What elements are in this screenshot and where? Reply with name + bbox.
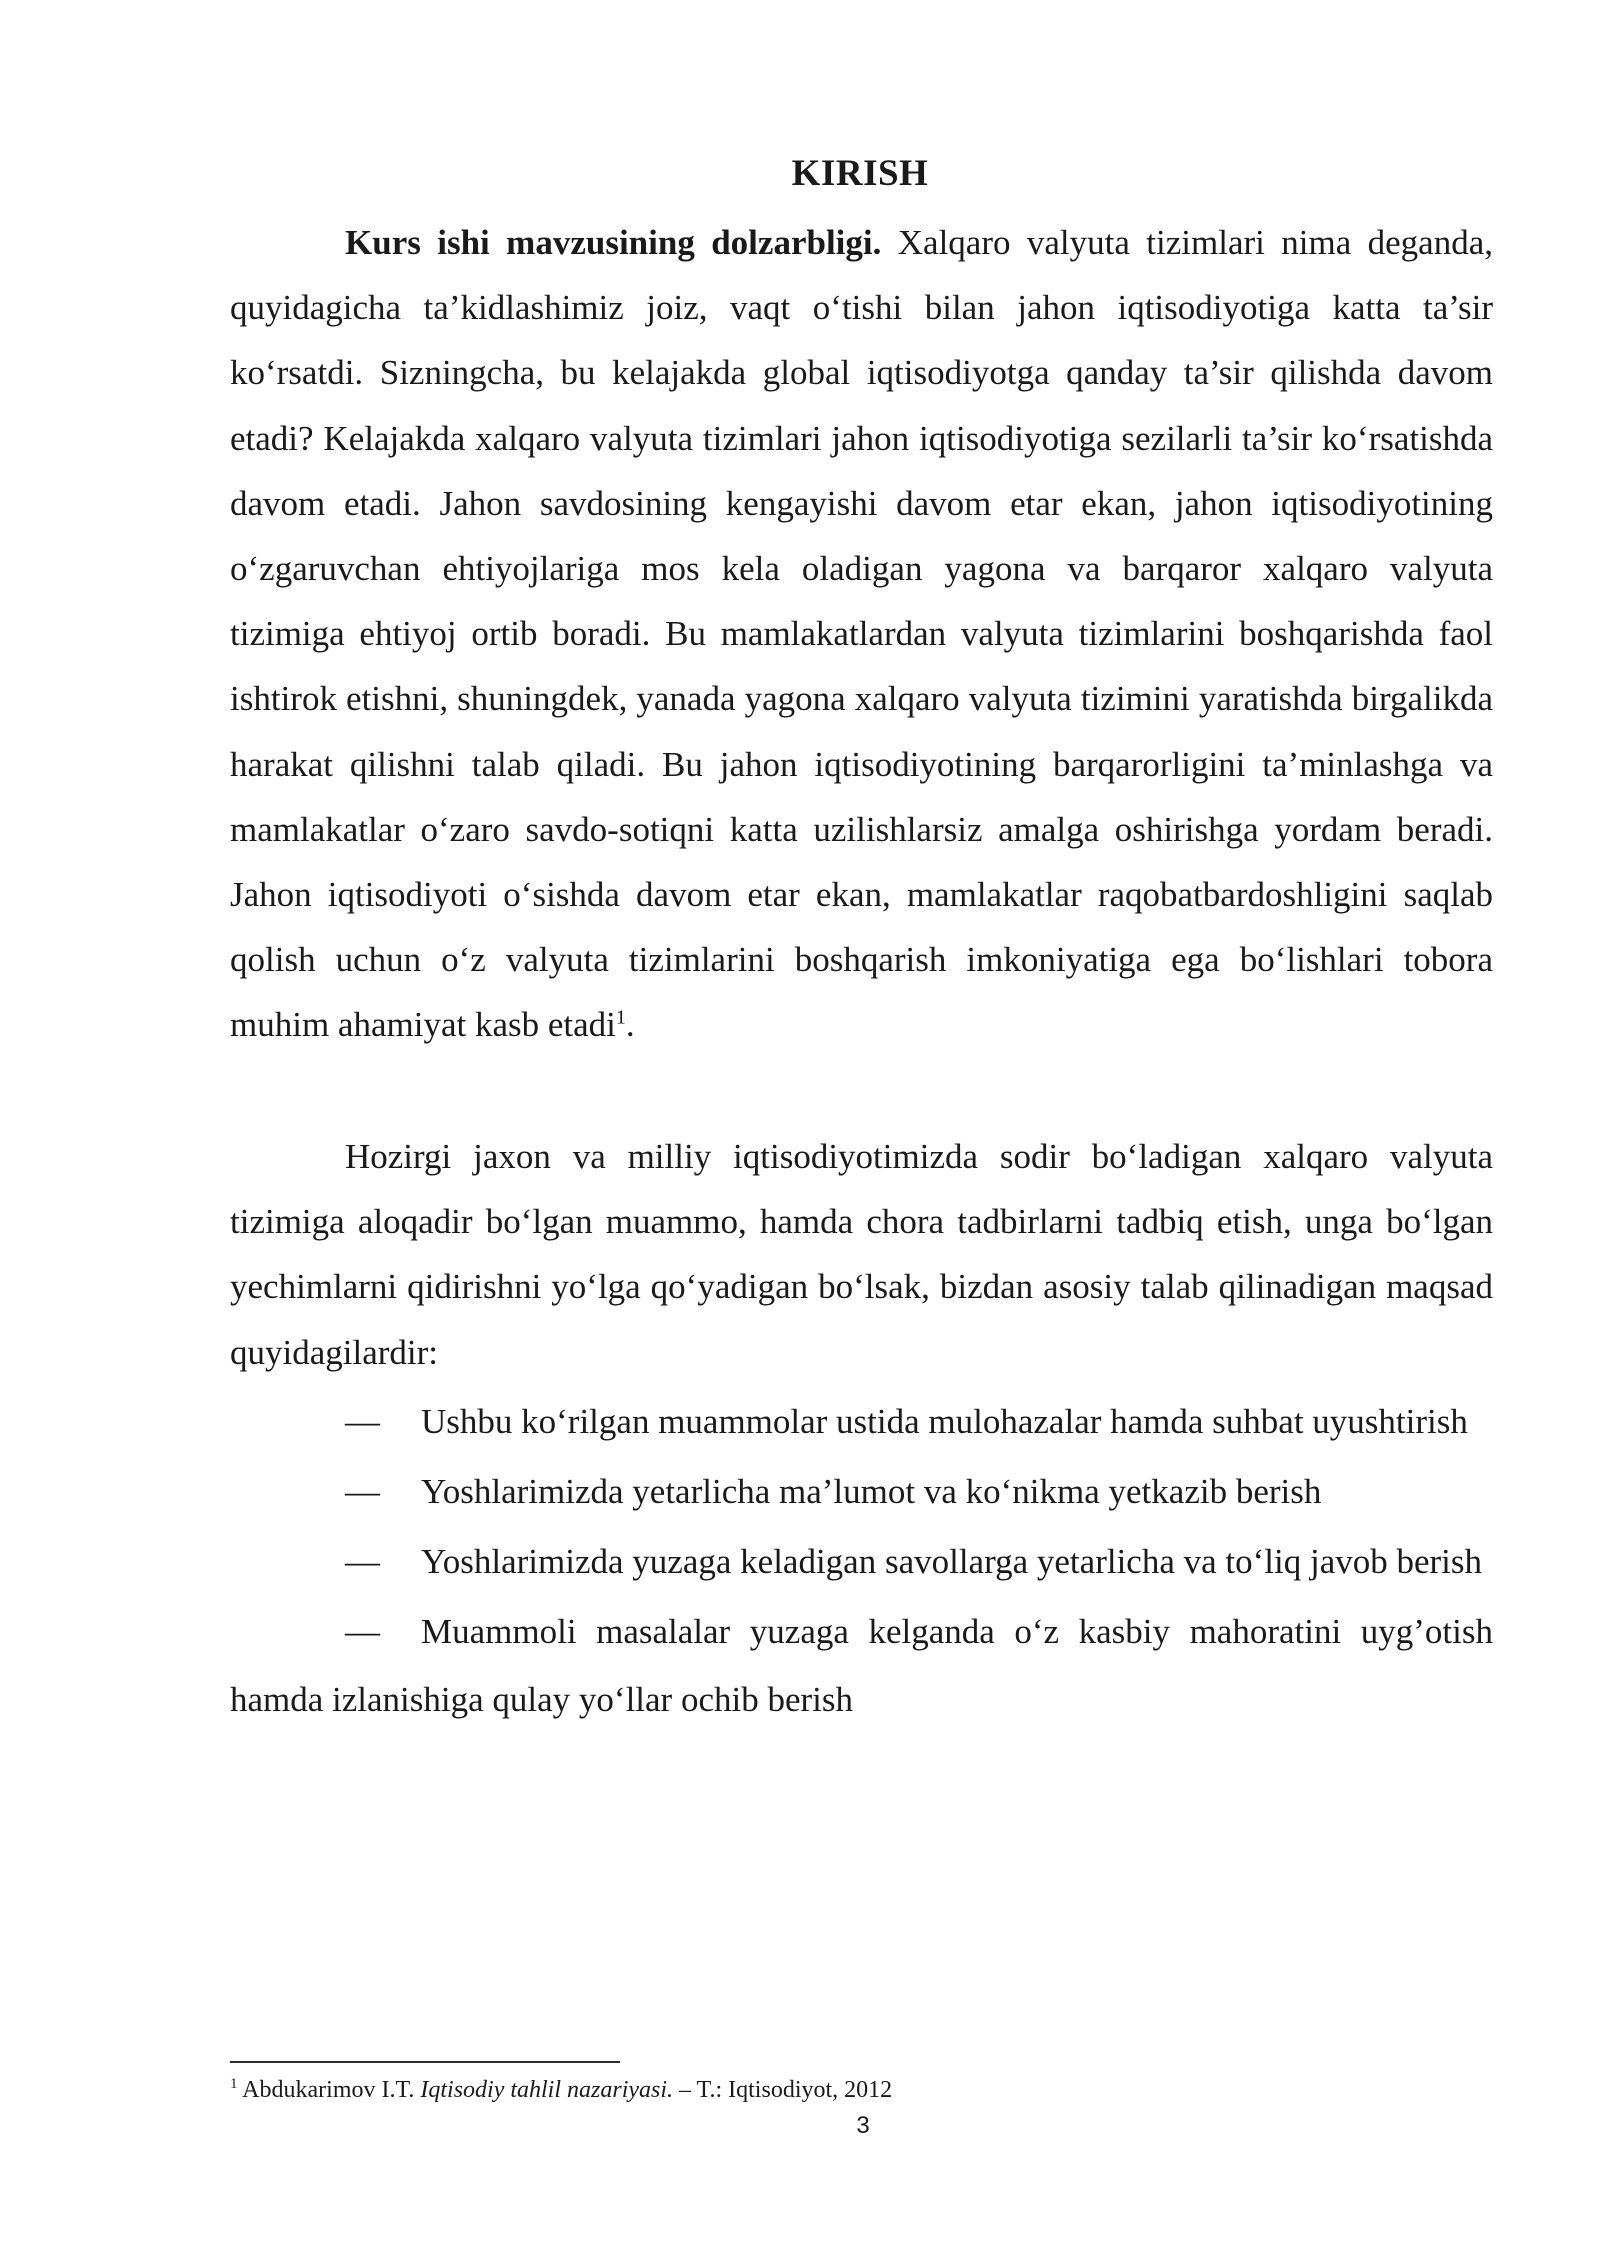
list-item-text: Muammoli masalalar yuzaga kelganda o‘z kasbiy mahoratini uyg’otish hamda izlanishiga qulay yo‘llar ochib berish xyxy=(230,1612,1493,1719)
footnote-reference[interactable]: 1 xyxy=(615,1006,626,1029)
dash-marker: — xyxy=(345,1612,380,1651)
footnote xyxy=(230,2074,1493,2106)
footnote-separator xyxy=(230,2061,620,2063)
intro-lead: Kurs ishi mavzusining dolzarbligi. xyxy=(345,223,882,262)
list-item xyxy=(230,1528,1493,1596)
page-number: 3 xyxy=(856,2112,870,2139)
dash-marker: — xyxy=(345,1402,380,1441)
intro-paragraph xyxy=(230,210,1493,1058)
list-item xyxy=(230,1598,1493,1734)
second-paragraph xyxy=(230,1124,1493,1385)
list-item-text: Ushbu ko‘rilgan muammolar ustida mulohazalar hamda suhbat uyushtirish xyxy=(421,1402,1468,1441)
dash-marker: — xyxy=(345,1542,380,1581)
list-item xyxy=(230,1458,1493,1526)
intro-paragraph-text xyxy=(230,210,1493,1058)
intro-body: Xalqaro valyuta tizimlari nima deganda, quyidagicha ta’kidlashimiz joiz, vaqt o‘tishi bilan jahon iqtisodiyotiga katta ta’sir ko‘rsatdi. Sizningcha, bu kelajakda global iqtisodiyotga qanday ta’sir qilishda davom etadi? Kelajakda xalqaro valyuta tizimlari jahon iqtisodiyotiga sezilarli ta’sir ko‘rsatishda davom etadi. Jahon savdosining kengayishi davom etar ekan, jahon iqtisodiyotining o‘zgaruvchan ehtiyojlariga mos kela oladigan yagona va barqaror xalqaro valyuta tizimiga ehtiyoj ortib boradi. Bu mamlakatlardan valyuta tizimlarini boshqarishda faol ishtirok etishni, shuningdek, yanada yagona xalqaro valyuta tizimini yaratishda birgalikda harakat qilishni talab qiladi. Bu jahon iqtisodiyotining barqarorligini ta’minlashga va mamlakatlar o‘zaro savdo-sotiqni katta uzilishlarsiz amalga oshirishga yordam beradi. Jahon iqtisodiyoti o‘sishda davom etar ekan, mamlakatlar raqobatbardoshligini saqlab qolish uchun o‘z valyuta tizimlarini boshqarish imkoniyatiga ega bo‘lishlari tobora muhim ahamiyat kasb etadi xyxy=(230,223,1493,1045)
footnote-author: Abdukarimov I.T. xyxy=(237,2077,421,2103)
intro-end: . xyxy=(625,1005,635,1045)
footnote-title: Iqtisodiy tahlil nazariyasi. xyxy=(420,2077,674,2103)
list-item-text: Yoshlarimizda yuzaga keladigan savollarga yetarlicha va to‘liq javob berish xyxy=(421,1542,1483,1581)
section-heading: KIRISH xyxy=(791,153,929,194)
goals-list xyxy=(230,1388,1493,1734)
dash-marker: — xyxy=(345,1472,380,1511)
footnote-number: 1 xyxy=(230,2076,238,2092)
list-item xyxy=(230,1388,1493,1456)
second-paragraph-text: Hozirgi jaxon va milliy iqtisodiyotimizda sodir bo‘ladigan xalqaro valyuta tizimiga aloqadir bo‘lgan muammo, hamda chora tadbirlarni tadbiq etish, unga bo‘lgan yechimlarni qidirishni yo‘lga qo‘yadigan bo‘lsak, bizdan asosiy talab qilinadigan maqsad quyidagilardir: xyxy=(230,1137,1493,1372)
list-item-text: Yoshlarimizda yetarlicha ma’lumot va ko‘nikma yetkazib berish xyxy=(421,1472,1322,1511)
footnote-publisher: – T.: Iqtisodiyot, 2012 xyxy=(673,2077,893,2103)
